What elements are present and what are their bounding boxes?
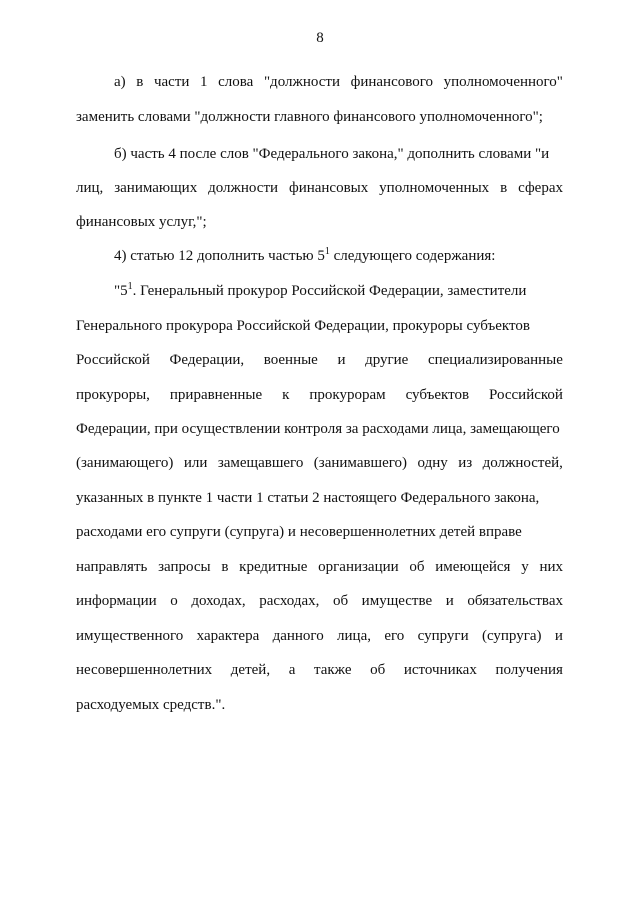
text-line bbox=[114, 73, 563, 91]
word: в bbox=[221, 559, 229, 575]
superscript: 1 bbox=[324, 246, 330, 257]
word: также bbox=[313, 662, 352, 678]
word: 1 bbox=[200, 74, 208, 90]
word: субъектов bbox=[405, 387, 470, 403]
word: уполномоченных bbox=[379, 180, 490, 196]
word: детей, bbox=[230, 662, 271, 678]
word: источниках bbox=[403, 662, 477, 678]
word: в bbox=[500, 180, 508, 196]
page-number: 8 bbox=[316, 30, 324, 46]
text-run: 4) статью 12 дополнить частью 5 bbox=[114, 248, 325, 264]
word: сферах bbox=[518, 180, 563, 196]
word: лиц, bbox=[76, 180, 104, 196]
word: имуществе bbox=[361, 593, 433, 609]
word: доходах, bbox=[191, 593, 246, 609]
word: о bbox=[170, 593, 178, 609]
word: специализированные bbox=[427, 352, 563, 368]
word: и bbox=[554, 628, 563, 644]
text-line bbox=[76, 661, 563, 679]
word: кредитные bbox=[239, 559, 308, 575]
word: военные bbox=[263, 352, 318, 368]
word: занимающих bbox=[114, 180, 198, 196]
word: супруги bbox=[417, 628, 469, 644]
text-line bbox=[76, 454, 563, 472]
word: слова bbox=[218, 74, 254, 90]
word: уполномоченного" bbox=[443, 74, 563, 90]
text-line bbox=[76, 386, 563, 404]
word: об bbox=[409, 559, 425, 575]
word: части bbox=[153, 74, 190, 90]
word: имущественного bbox=[76, 628, 184, 644]
word: и bbox=[445, 593, 454, 609]
word: а) bbox=[114, 74, 126, 90]
word: финансовых bbox=[288, 180, 369, 196]
word: (занимавшего) bbox=[313, 455, 408, 471]
word: Российской bbox=[76, 352, 150, 368]
word: лица, bbox=[337, 628, 371, 644]
text-line bbox=[76, 592, 563, 610]
word: его bbox=[384, 628, 405, 644]
word: обязательствах bbox=[467, 593, 563, 609]
word: должностей, bbox=[482, 455, 563, 471]
word: или bbox=[183, 455, 208, 471]
word: запросы bbox=[158, 559, 211, 575]
word: должности bbox=[208, 180, 279, 196]
word: них bbox=[539, 559, 563, 575]
word: в bbox=[136, 74, 144, 90]
text-line: финансовых услуг,"; bbox=[76, 214, 207, 230]
word: замещавшего bbox=[217, 455, 304, 471]
text-run: "5 bbox=[114, 283, 128, 299]
word: прокуроры, bbox=[76, 387, 150, 403]
text-line bbox=[114, 247, 495, 265]
text-line: указанных в пункте 1 части 1 статьи 2 настоящего Федерального закона, bbox=[76, 490, 540, 506]
text-line bbox=[114, 282, 526, 300]
word: получения bbox=[495, 662, 563, 678]
word: из bbox=[458, 455, 473, 471]
text-line: Федерации, при осуществлении контроля за расходами лица, замещающего bbox=[76, 421, 560, 437]
word: финансового bbox=[350, 74, 433, 90]
text-line bbox=[76, 627, 563, 645]
word: (супруга) bbox=[481, 628, 542, 644]
text-line bbox=[76, 351, 563, 369]
superscript: 1 bbox=[127, 281, 133, 292]
word: Федерации, bbox=[169, 352, 245, 368]
word: расходах, bbox=[259, 593, 320, 609]
word: об bbox=[370, 662, 386, 678]
text-line: расходуемых средств.". bbox=[76, 697, 226, 713]
word: другие bbox=[365, 352, 409, 368]
word: имеющейся bbox=[435, 559, 511, 575]
word: к bbox=[282, 387, 290, 403]
text-line: б) часть 4 после слов "Федерального закона," дополнить словами "и bbox=[114, 146, 550, 162]
word: у bbox=[521, 559, 529, 575]
text-line: Генерального прокурора Российской Федерации, прокуроры субъектов bbox=[76, 318, 530, 334]
word: (занимающего) bbox=[76, 455, 174, 471]
word: об bbox=[332, 593, 349, 609]
text-line: расходами его супруги (супруга) и несовершеннолетних детей вправе bbox=[76, 524, 522, 540]
word: прокурорам bbox=[309, 387, 386, 403]
word: несовершеннолетних bbox=[76, 662, 213, 678]
text-line bbox=[76, 558, 563, 576]
word: и bbox=[337, 352, 346, 368]
text-run: следующего содержания: bbox=[329, 248, 496, 264]
word: "должности bbox=[263, 74, 340, 90]
word: одну bbox=[417, 455, 448, 471]
word: характера bbox=[196, 628, 260, 644]
word: Российской bbox=[489, 387, 563, 403]
text-run: . Генеральный прокурор Российской Федерации, заместители bbox=[132, 283, 527, 299]
word: направлять bbox=[76, 559, 148, 575]
word: данного bbox=[272, 628, 324, 644]
text-line: заменить словами "должности главного финансового уполномоченного"; bbox=[76, 109, 543, 125]
text-line bbox=[76, 179, 563, 197]
word: приравненные bbox=[169, 387, 263, 403]
word: организации bbox=[318, 559, 399, 575]
word: информации bbox=[76, 593, 157, 609]
word: а bbox=[288, 662, 296, 678]
